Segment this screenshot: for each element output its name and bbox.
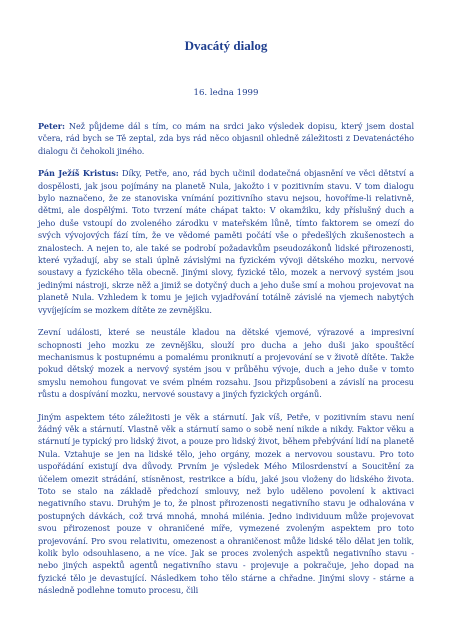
paragraph-age-and-aging: [38, 411, 414, 597]
paragraph-text: Díky, Petře, ano, rád bych učinil dodatečná objasnění ve věci dětství a dospělosti, jak jsou pojímány na planetě Nula, jakožto i v pozitivním stavu. V tom dialogu bylo naznačeno, že ze stanoviska vnímání pozitivního stavu nejsou, hovoříme-li relativně, dětmi, ale dospělými. Toto tvrzení máte chápat takto: V okamžiku, kdy příslušný duch a jeho duše vstoupí do zvoleného zárodku v mateřském lůně, tímto faktorem se omezí do svých vývojových fází tím, že ve vědomé paměti počátí vše o předešlých zkušenostech a znalostech. A nejen to, ale také se podrobí požadavkům pseudozákonů lidské přirozenosti, které vyžadují, aby se stali úplně závislými na fyzickém vývoji dětského mozku, nervové soustavy a fyzického těla obecně. Jinými slovy, fyzické tělo, mozek a nervový systém jsou jedinými nástroji, skrze něž a jimiž se dotyčný duch a jeho duše smí a mohou projevovat na planetě Nula. Vzhledem k tomu je jejich vyjadřování totálně závislé na vjemech nabytých vyvíjejícím se mozkem dítěte ze zevnějšku.: [38, 168, 414, 315]
document-date: 16. ledna 1999: [193, 88, 259, 98]
speaker-label: Peter:: [38, 121, 65, 131]
speaker-label: Pán Ježíš Kristus:: [38, 168, 119, 179]
paragraph-text: Než půjdeme dál s tím, co mám na srdci jako výsledek dopisu, který jsem dostal včera, rád bych se Tě zeptal, zda bys rád něco objasnil ohledně záležitosti z Devatenáctého dialogu či čehokoli jiného.: [38, 121, 414, 156]
paragraph-jesus-answer: [38, 167, 414, 316]
document-title: Dvacátý dialog: [184, 38, 268, 53]
paragraph-external-events: [38, 326, 414, 400]
paragraph-text: Zevní události, které se neustále kladou na dětské vjemové, výrazové a impresivní schopnosti jeho mozku ze zevnějšku, slouží pro ducha a jeho duši jako spouštěcí mechanismus k postupnému a pomalému proniknutí a projevování se v životě dítěte. Takže pokud dětský mozek a nervový systém jsou v průběhu vývoje, duch a jeho duše v tomto smyslu nemohou fungovat ve svém plném rozsahu. Jsou přizpůsobeni a závislí na procesu růstu a dospívání mozku, nervové soustavy a jiných fyzických orgánů.: [38, 327, 414, 400]
paragraph-text: Jiným aspektem této záležitosti je věk a stárnutí. Jak víš, Petře, v pozitivním stavu není žádný věk a stárnutí. Vlastně věk a stárnutí samo o sobě není nikde a nikdy. Faktor věku a stárnutí je typický pro lidský život, a pouze pro lidský život, během přebývání lidí na planetě Nula. Vztahuje se jen na lidské tělo, jeho orgány, mozek a nervovou soustavu. Pro toto uspořádání existují dva důvody. Prvním je výsledek Mého Milosrdenství a Soucitění za účelem omezit strádání, stísněnost, restrikce a bídu, jaké jsou vloženy do lidského života. Toto se stalo na základě předchozí smlouvy, než bylo uděleno povolení k aktivaci negativního stavu. Druhým je to, že plnost přirozenosti negativního stavu je odhalována v postupných dávkách, což trvá mnohá, mnohá milénia. Jedno individuum může projevovat svou přirozenost pouze v ohraničené míře, vymezené zvoleným aspektem pro toto projevování. Pro svou relativitu, omezenost a ohraničenost může lidské tělo dělat jen tolik, kolik bylo odsouhlaseno, a ne více. Jak se proces zvolených aspektů negativního stavu - nebo jiných aspektů agentů negativního stavu - projevuje a pokračuje, jeho dopad na fyzické tělo je devastující. Následkem toho tělo stárne a chřadne. Jinými slovy - stárne a následně podlehne tomuto procesu, čili: [38, 411, 414, 596]
paragraph-peter-question: [38, 120, 414, 157]
